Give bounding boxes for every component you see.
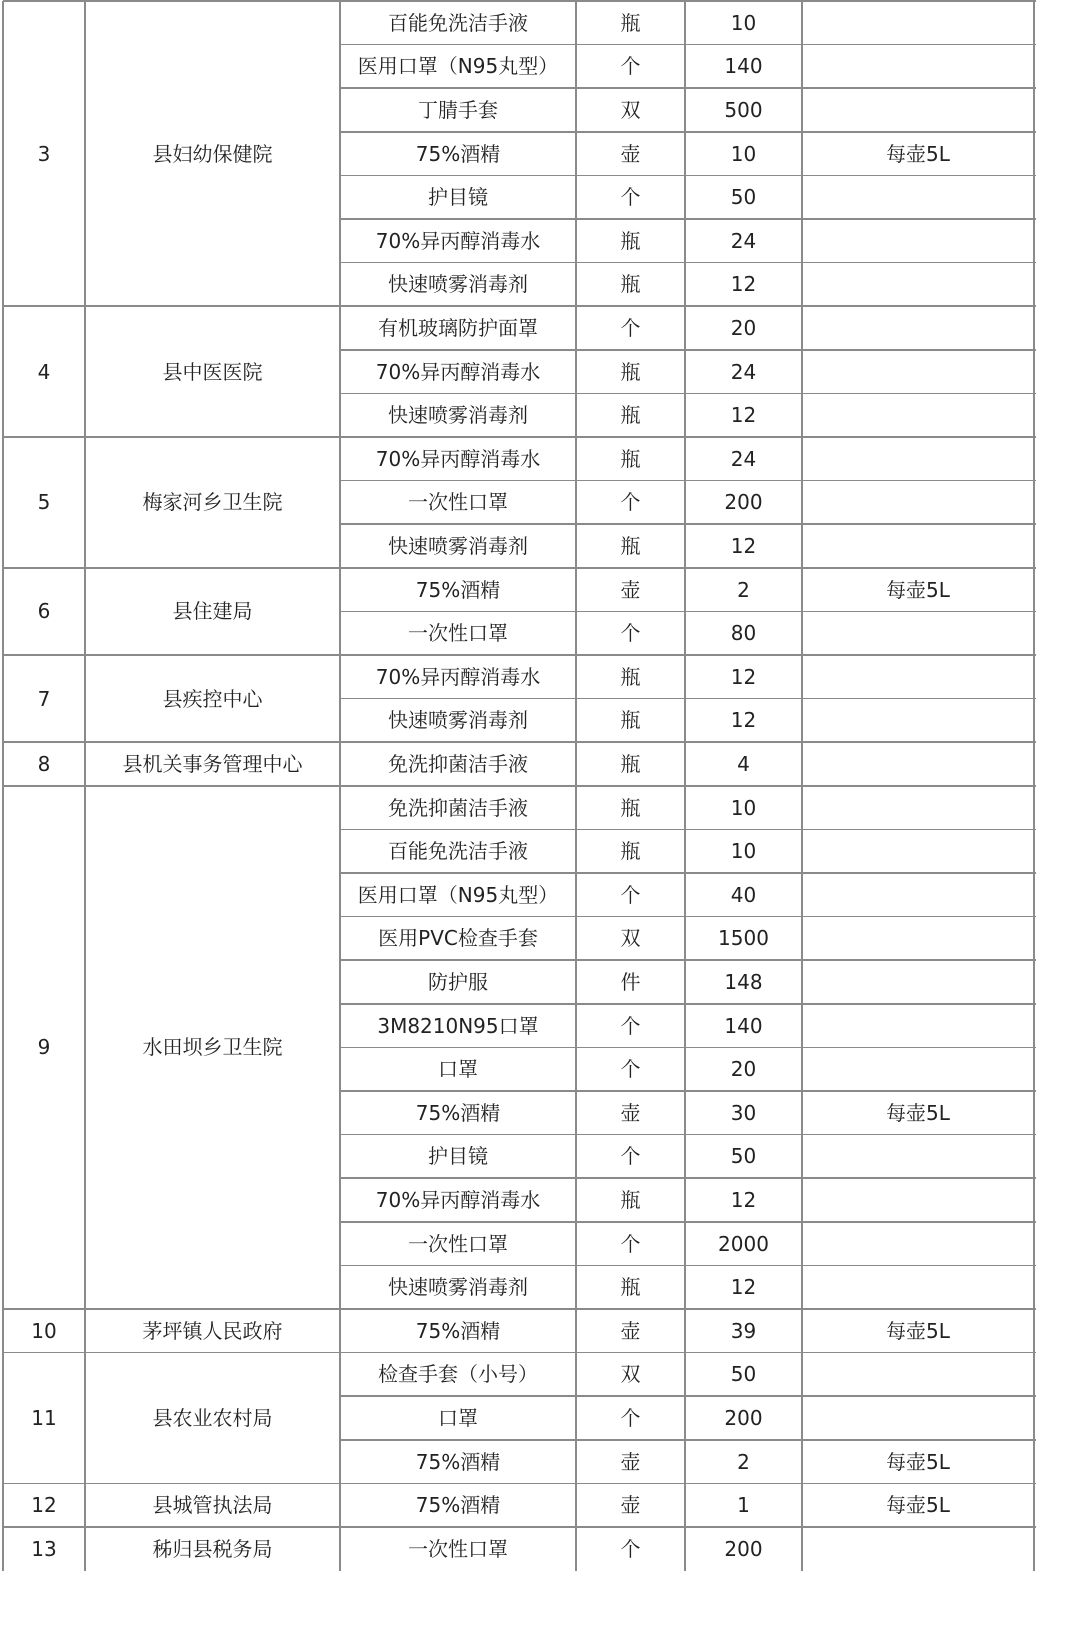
item-name: 快速喷雾消毒剂 <box>388 533 528 558</box>
row-border <box>340 262 1036 264</box>
row-border <box>3 1308 1036 1310</box>
row-number: 12 <box>31 1493 57 1518</box>
row-border <box>340 829 1036 831</box>
item-quantity: 140 <box>724 54 763 79</box>
item-note <box>802 829 1034 873</box>
recipient-unit: 县疾控中心 <box>162 686 263 711</box>
item-unit: 个 <box>620 54 641 79</box>
row-border <box>340 916 1036 918</box>
row-border <box>3 1526 1036 1528</box>
item-name: 免洗抑菌洁手液 <box>388 795 528 820</box>
item-unit: 壶 <box>620 1100 641 1125</box>
item-quantity: 1500 <box>718 926 769 951</box>
item-name: 70%异丙醇消毒水 <box>375 359 541 384</box>
item-quantity: 4 <box>737 751 750 776</box>
item-note <box>802 437 1034 481</box>
row-border <box>3 1352 1036 1354</box>
recipient-unit: 茅坪镇人民政府 <box>142 1318 283 1343</box>
column-border <box>2 1 4 1571</box>
item-name: 医用口罩（N95丸型） <box>357 882 559 907</box>
item-unit: 壶 <box>620 577 641 602</box>
row-border <box>340 872 1036 874</box>
item-quantity: 2 <box>737 577 750 602</box>
item-unit: 壶 <box>620 1318 641 1343</box>
item-quantity: 12 <box>730 708 757 733</box>
item-quantity: 24 <box>730 359 757 384</box>
item-unit: 双 <box>620 97 641 122</box>
row-border <box>340 1177 1036 1179</box>
row-border <box>340 611 1036 613</box>
item-quantity: 12 <box>730 533 757 558</box>
item-note <box>802 960 1034 1004</box>
item-unit: 瓶 <box>620 795 641 820</box>
item-name: 快速喷雾消毒剂 <box>388 272 528 297</box>
row-border <box>340 349 1036 351</box>
item-note: 每壶5L <box>886 141 950 166</box>
item-quantity: 39 <box>730 1318 757 1343</box>
item-name: 医用PVC检查手套 <box>378 926 538 951</box>
item-unit: 壶 <box>620 1493 641 1518</box>
item-unit: 壶 <box>620 141 641 166</box>
item-unit: 个 <box>620 1536 641 1561</box>
row-border <box>340 44 1036 46</box>
item-unit: 瓶 <box>620 446 641 471</box>
item-name: 免洗抑菌洁手液 <box>388 751 528 776</box>
row-border <box>3 741 1036 743</box>
item-quantity: 50 <box>730 1362 757 1387</box>
item-quantity: 10 <box>730 839 757 864</box>
item-unit: 瓶 <box>620 228 641 253</box>
item-unit: 瓶 <box>620 10 641 35</box>
item-unit: 个 <box>620 1231 641 1256</box>
recipient-unit: 县中医医院 <box>162 359 263 384</box>
item-unit: 件 <box>620 969 641 994</box>
item-note <box>802 524 1034 568</box>
row-border <box>340 480 1036 482</box>
row-border <box>3 654 1036 656</box>
item-unit: 瓶 <box>620 1275 641 1300</box>
item-unit: 瓶 <box>620 708 641 733</box>
row-border <box>340 1265 1036 1267</box>
item-name: 75%酒精 <box>415 1493 501 1518</box>
item-name: 70%异丙醇消毒水 <box>375 664 541 689</box>
item-note <box>802 1353 1034 1397</box>
row-number: 5 <box>37 490 51 515</box>
item-note <box>802 1135 1034 1179</box>
item-quantity: 200 <box>724 490 763 515</box>
item-name: 有机玻璃防护面罩 <box>378 315 538 340</box>
item-note <box>802 219 1034 263</box>
row-number: 6 <box>37 599 51 624</box>
item-note <box>802 175 1034 219</box>
item-note <box>802 481 1034 525</box>
item-note <box>802 1047 1034 1091</box>
item-quantity: 12 <box>730 664 757 689</box>
item-name: 一次性口罩 <box>408 1536 508 1561</box>
item-quantity: 10 <box>730 795 757 820</box>
item-note <box>802 1222 1034 1266</box>
recipient-unit: 秭归县税务局 <box>152 1536 273 1561</box>
item-note: 每壶5L <box>886 577 950 602</box>
column-border <box>1033 1 1035 1571</box>
item-note <box>802 1265 1034 1309</box>
column-border <box>339 1 341 1571</box>
item-name: 快速喷雾消毒剂 <box>388 1275 528 1300</box>
column-border <box>684 1 686 1571</box>
item-note <box>802 1396 1034 1440</box>
item-name: 百能免洗洁手液 <box>388 10 528 35</box>
item-quantity: 10 <box>730 141 757 166</box>
item-unit: 个 <box>620 185 641 210</box>
item-unit: 个 <box>620 315 641 340</box>
row-border <box>3 785 1036 787</box>
item-name: 一次性口罩 <box>408 621 508 646</box>
item-name: 75%酒精 <box>415 1318 501 1343</box>
item-note: 每壶5L <box>886 1493 950 1518</box>
row-border <box>340 523 1036 525</box>
item-quantity: 20 <box>730 1057 757 1082</box>
item-unit: 个 <box>620 490 641 515</box>
item-quantity: 24 <box>730 446 757 471</box>
item-name: 快速喷雾消毒剂 <box>388 708 528 733</box>
item-name: 3M8210N95口罩 <box>377 1013 539 1038</box>
row-border <box>3 0 1036 2</box>
row-border <box>340 698 1036 700</box>
item-name: 75%酒精 <box>415 141 501 166</box>
item-name: 75%酒精 <box>415 577 501 602</box>
item-note <box>802 1178 1034 1222</box>
item-quantity: 12 <box>730 272 757 297</box>
row-border <box>3 305 1036 307</box>
column-border <box>801 1 803 1571</box>
item-unit: 个 <box>620 1405 641 1430</box>
recipient-unit: 梅家河乡卫生院 <box>142 490 283 515</box>
item-note <box>802 873 1034 917</box>
item-note <box>802 655 1034 699</box>
item-name: 70%异丙醇消毒水 <box>375 446 541 471</box>
item-quantity: 140 <box>724 1013 763 1038</box>
row-border <box>3 567 1036 569</box>
item-note <box>802 45 1034 89</box>
item-name: 护目镜 <box>428 1144 488 1169</box>
item-quantity: 2000 <box>718 1231 769 1256</box>
item-quantity: 500 <box>724 97 763 122</box>
item-quantity: 148 <box>724 969 763 994</box>
row-border <box>340 1003 1036 1005</box>
row-number: 10 <box>31 1318 57 1343</box>
item-name: 70%异丙醇消毒水 <box>375 1187 541 1212</box>
row-number: 4 <box>37 359 51 384</box>
item-name: 医用口罩（N95丸型） <box>357 54 559 79</box>
item-name: 防护服 <box>428 969 488 994</box>
item-note <box>802 88 1034 132</box>
item-name: 检查手套（小号） <box>378 1362 538 1387</box>
item-quantity: 2 <box>737 1449 750 1474</box>
item-note <box>802 786 1034 830</box>
item-note <box>802 350 1034 394</box>
row-border <box>340 1090 1036 1092</box>
item-unit: 瓶 <box>620 1187 641 1212</box>
item-quantity: 30 <box>730 1100 757 1125</box>
item-unit: 瓶 <box>620 664 641 689</box>
recipient-unit: 县机关事务管理中心 <box>122 751 303 776</box>
row-border <box>340 218 1036 220</box>
item-unit: 瓶 <box>620 839 641 864</box>
item-unit: 瓶 <box>620 533 641 558</box>
column-border <box>575 1 577 1571</box>
row-number: 7 <box>37 686 51 711</box>
item-name: 快速喷雾消毒剂 <box>388 403 528 428</box>
row-border <box>340 87 1036 89</box>
item-note: 每壶5L <box>886 1449 950 1474</box>
item-note: 每壶5L <box>886 1318 950 1343</box>
item-name: 75%酒精 <box>415 1449 501 1474</box>
row-border <box>340 393 1036 395</box>
item-note <box>802 393 1034 437</box>
item-note <box>802 917 1034 961</box>
item-unit: 个 <box>620 882 641 907</box>
item-name: 百能免洗洁手液 <box>388 839 528 864</box>
row-border <box>340 175 1036 177</box>
row-border <box>340 1134 1036 1136</box>
recipient-unit: 县住建局 <box>172 599 253 624</box>
item-quantity: 200 <box>724 1405 763 1430</box>
item-note <box>802 699 1034 743</box>
item-name: 75%酒精 <box>415 1100 501 1125</box>
row-border <box>340 959 1036 961</box>
row-border <box>340 1439 1036 1441</box>
column-border <box>84 1 86 1571</box>
row-number: 11 <box>31 1405 57 1430</box>
item-unit: 瓶 <box>620 751 641 776</box>
item-quantity: 12 <box>730 403 757 428</box>
recipient-unit: 县妇幼保健院 <box>152 141 273 166</box>
item-unit: 个 <box>620 621 641 646</box>
row-border <box>340 1047 1036 1049</box>
item-quantity: 1 <box>737 1493 750 1518</box>
item-note: 每壶5L <box>886 1100 950 1125</box>
row-number: 8 <box>37 751 51 776</box>
row-border <box>340 1395 1036 1397</box>
item-unit: 双 <box>620 926 641 951</box>
item-note <box>802 1527 1034 1571</box>
item-quantity: 20 <box>730 315 757 340</box>
item-unit: 个 <box>620 1144 641 1169</box>
row-number: 3 <box>37 141 51 166</box>
item-quantity: 200 <box>724 1536 763 1561</box>
item-note <box>802 306 1034 350</box>
row-border <box>3 1483 1036 1485</box>
item-unit: 个 <box>620 1013 641 1038</box>
item-unit: 双 <box>620 1362 641 1387</box>
item-name: 一次性口罩 <box>408 1231 508 1256</box>
item-note <box>802 1004 1034 1048</box>
item-name: 一次性口罩 <box>408 490 508 515</box>
recipient-unit: 水田坝乡卫生院 <box>142 1035 283 1060</box>
item-name: 丁腈手套 <box>418 97 498 122</box>
item-quantity: 12 <box>730 1187 757 1212</box>
item-note <box>802 742 1034 786</box>
row-border <box>340 131 1036 133</box>
item-unit: 壶 <box>620 1449 641 1474</box>
item-quantity: 24 <box>730 228 757 253</box>
item-name: 口罩 <box>438 1405 478 1430</box>
item-name: 70%异丙醇消毒水 <box>375 228 541 253</box>
item-note <box>802 611 1034 655</box>
item-unit: 瓶 <box>620 272 641 297</box>
item-unit: 瓶 <box>620 359 641 384</box>
item-quantity: 50 <box>730 1144 757 1169</box>
item-quantity: 10 <box>730 10 757 35</box>
item-quantity: 12 <box>730 1275 757 1300</box>
recipient-unit: 县农业农村局 <box>152 1405 273 1430</box>
item-quantity: 50 <box>730 185 757 210</box>
row-number: 9 <box>37 1035 51 1060</box>
item-name: 护目镜 <box>428 185 488 210</box>
item-note <box>802 1 1034 45</box>
recipient-unit: 县城管执法局 <box>152 1493 273 1518</box>
row-border <box>3 436 1036 438</box>
item-note <box>802 263 1034 307</box>
row-number: 13 <box>31 1536 57 1561</box>
item-name: 口罩 <box>438 1057 478 1082</box>
row-border <box>340 1221 1036 1223</box>
item-unit: 个 <box>620 1057 641 1082</box>
item-quantity: 40 <box>730 882 757 907</box>
item-unit: 瓶 <box>620 403 641 428</box>
item-quantity: 80 <box>730 621 757 646</box>
